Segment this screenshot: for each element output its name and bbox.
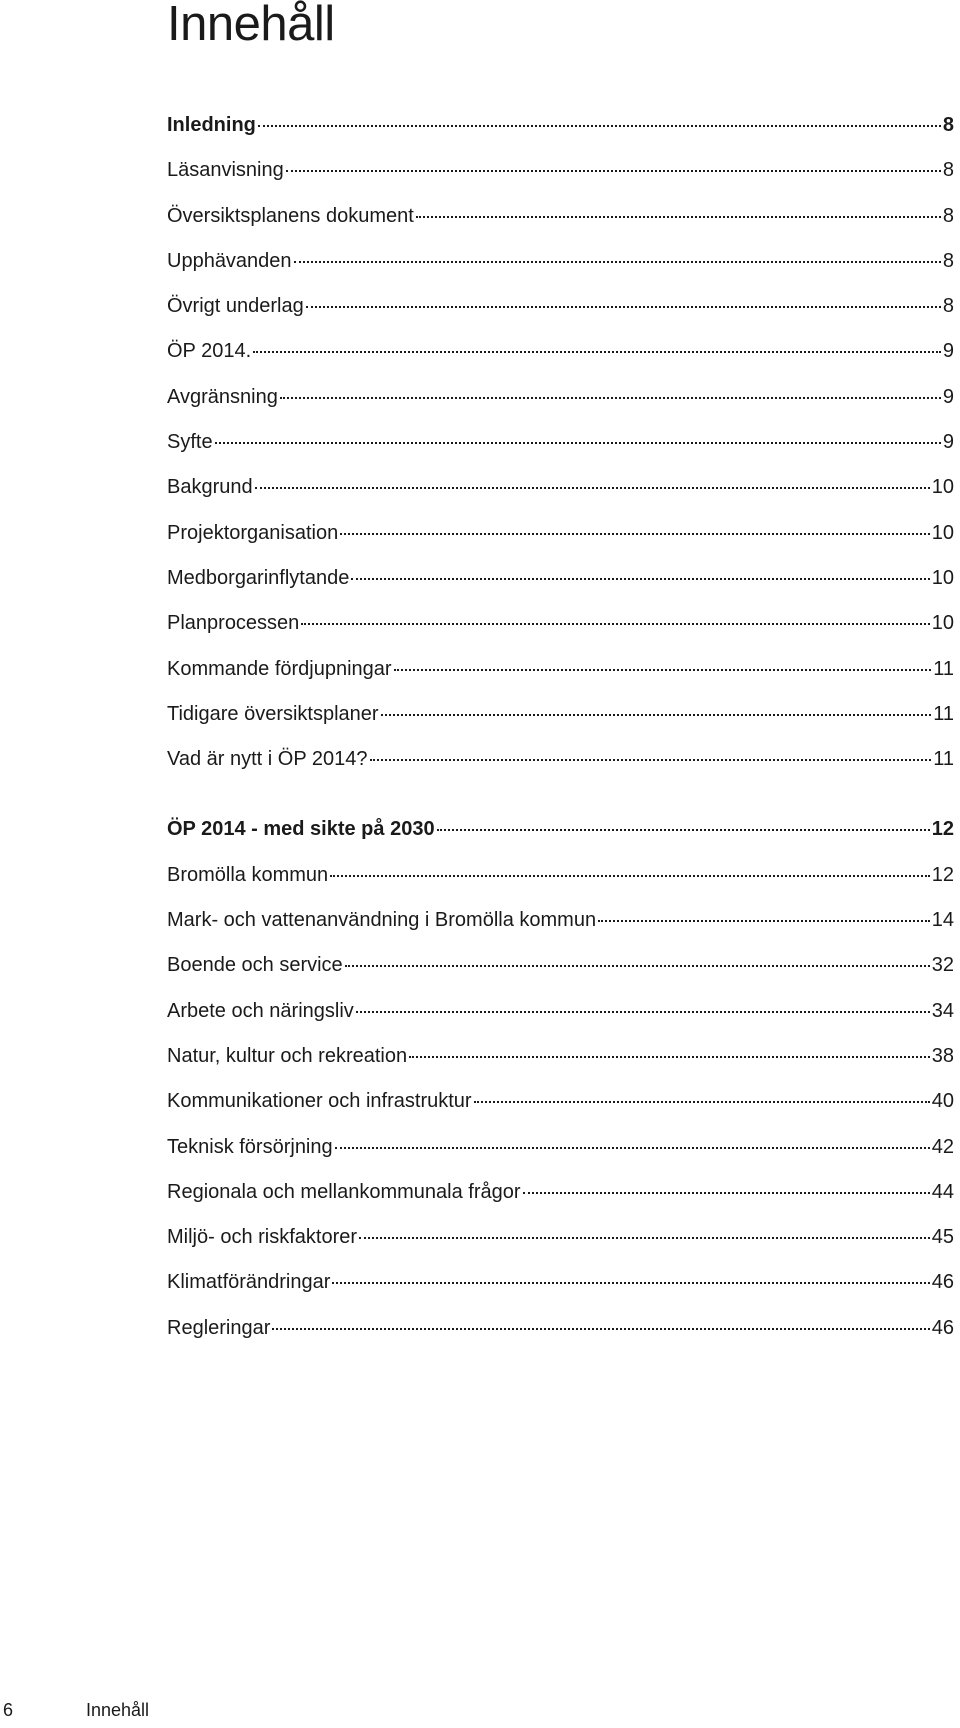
footer-page-number: 6	[3, 1700, 14, 1720]
dot-leader	[474, 1101, 930, 1103]
toc-entry-label: Kommunikationer och infrastruktur	[167, 1090, 472, 1113]
toc-entry[interactable]	[167, 511, 954, 556]
toc-entry[interactable]	[167, 239, 954, 284]
toc-page-number: 42	[931, 1135, 954, 1158]
dot-leader	[437, 829, 930, 831]
toc-page-number: 44	[931, 1180, 954, 1203]
toc-entry-label: ÖP 2014 - med sikte på 2030	[167, 818, 435, 841]
toc-entry[interactable]	[167, 1125, 954, 1170]
dot-leader	[394, 669, 932, 671]
dot-leader	[286, 170, 941, 172]
toc-entry[interactable]	[167, 943, 954, 988]
page-title: Innehåll	[167, 0, 335, 51]
toc-section	[167, 807, 954, 1351]
dot-leader	[330, 875, 930, 877]
toc-entry-label: Bromölla kommun	[167, 863, 329, 886]
toc-entry-label: ÖP 2014.	[167, 340, 252, 363]
toc-entry[interactable]	[167, 1034, 954, 1079]
toc-entry-label: Läsanvisning	[167, 159, 284, 182]
toc-section-heading[interactable]	[167, 807, 954, 852]
toc-entry-label: Regionala och mellankommunala frågor	[167, 1180, 521, 1203]
dot-leader	[359, 1237, 930, 1239]
toc-entry-label: Avgränsning	[167, 385, 278, 408]
dot-leader	[332, 1282, 929, 1284]
toc-entry-label: Arbete och näringsliv	[167, 999, 354, 1022]
toc-page-number: 12	[931, 863, 954, 886]
toc-page-number: 8	[942, 249, 954, 272]
dot-leader	[409, 1056, 930, 1058]
toc-entry-label: Översiktsplanens dokument	[167, 204, 414, 227]
toc-page-number: 34	[931, 999, 954, 1022]
toc-page-number: 46	[931, 1316, 954, 1339]
toc-entry[interactable]	[167, 556, 954, 601]
toc-entry-label: Boende och service	[167, 954, 343, 977]
dot-leader	[215, 442, 941, 444]
toc-entry[interactable]	[167, 465, 954, 510]
toc-entry-label: Vad är nytt i ÖP 2014?	[167, 748, 368, 771]
toc-entry-label: Miljö- och riskfaktorer	[167, 1226, 358, 1249]
dot-leader	[598, 920, 930, 922]
toc-page-number: 11	[933, 657, 954, 680]
dot-leader	[345, 965, 930, 967]
toc-entry[interactable]	[167, 1079, 954, 1124]
toc-entry[interactable]	[167, 375, 954, 420]
footer-title: Innehåll	[86, 1700, 150, 1720]
toc-entry[interactable]	[167, 989, 954, 1034]
toc-entry[interactable]	[167, 329, 954, 374]
toc-page-number: 45	[931, 1226, 954, 1249]
dot-leader	[416, 216, 941, 218]
toc-entry-label: Bakgrund	[167, 476, 253, 499]
toc-entry-label: Mark- och vattenanvändning i Bromölla kommun	[167, 909, 597, 932]
dot-leader	[340, 533, 930, 535]
toc-entry-label: Kommande fördjupningar	[167, 657, 392, 680]
dot-leader	[335, 1147, 930, 1149]
toc-page-number: 11	[933, 702, 954, 725]
toc-page-number: 38	[931, 1044, 954, 1067]
table-of-contents	[167, 103, 954, 1376]
toc-page-number: 8	[942, 204, 954, 227]
dot-leader	[306, 306, 941, 308]
toc-entry-label: Klimatförändringar	[167, 1271, 331, 1294]
toc-entry[interactable]	[167, 692, 954, 737]
toc-entry[interactable]	[167, 148, 954, 193]
toc-page-number: 10	[931, 476, 954, 499]
toc-entry-label: Regleringar	[167, 1316, 271, 1339]
toc-page-number: 9	[942, 431, 954, 454]
toc-page-number: 8	[942, 114, 954, 136]
dot-leader	[253, 351, 941, 353]
toc-entry[interactable]	[167, 853, 954, 898]
toc-entry[interactable]	[167, 194, 954, 239]
toc-page-number: 8	[942, 295, 954, 318]
toc-page-number: 46	[931, 1271, 954, 1294]
dot-leader	[258, 125, 941, 127]
toc-entry-label: Övrigt underlag	[167, 295, 304, 318]
dot-leader	[351, 578, 929, 580]
toc-section	[167, 103, 954, 782]
toc-entry[interactable]	[167, 420, 954, 465]
toc-entry[interactable]	[167, 1215, 954, 1260]
toc-page-number: 10	[931, 566, 954, 589]
toc-entry-label: Tidigare översiktsplaner	[167, 702, 379, 725]
dot-leader	[381, 714, 932, 716]
toc-page-number: 12	[931, 818, 954, 841]
toc-entry[interactable]	[167, 1306, 954, 1351]
toc-entry[interactable]	[167, 898, 954, 943]
dot-leader	[356, 1011, 930, 1013]
toc-entry-label: Medborgarinflytande	[167, 566, 350, 589]
toc-entry-label: Teknisk försörjning	[167, 1135, 333, 1158]
toc-entry[interactable]	[167, 601, 954, 646]
toc-page-number: 8	[942, 159, 954, 182]
toc-entry-label: Projektorganisation	[167, 521, 339, 544]
toc-page-number: 9	[942, 340, 954, 363]
toc-page-number: 14	[931, 909, 954, 932]
toc-page-number: 40	[931, 1090, 954, 1113]
toc-entry-label: Syfte	[167, 431, 213, 454]
toc-page-number: 10	[931, 612, 954, 635]
toc-page-number: 10	[931, 521, 954, 544]
toc-entry[interactable]	[167, 737, 954, 782]
toc-page-number: 11	[933, 748, 954, 771]
toc-entry-label: Planprocessen	[167, 612, 300, 635]
toc-section-heading[interactable]	[167, 103, 954, 148]
dot-leader	[523, 1192, 930, 1194]
dot-leader	[370, 759, 932, 761]
toc-entry-label: Natur, kultur och rekreation	[167, 1044, 408, 1067]
toc-entry-label: Upphävanden	[167, 249, 292, 272]
toc-page-number: 32	[931, 954, 954, 977]
dot-leader	[255, 487, 930, 489]
dot-leader	[301, 623, 929, 625]
toc-entry-label: Inledning	[167, 114, 256, 136]
toc-entry[interactable]	[167, 1170, 954, 1215]
dot-leader	[272, 1328, 929, 1330]
toc-page-number: 9	[942, 385, 954, 408]
dot-leader	[294, 261, 941, 263]
toc-entry[interactable]	[167, 284, 954, 329]
toc-entry[interactable]	[167, 647, 954, 692]
toc-entry[interactable]	[167, 1260, 954, 1305]
dot-leader	[280, 397, 941, 399]
